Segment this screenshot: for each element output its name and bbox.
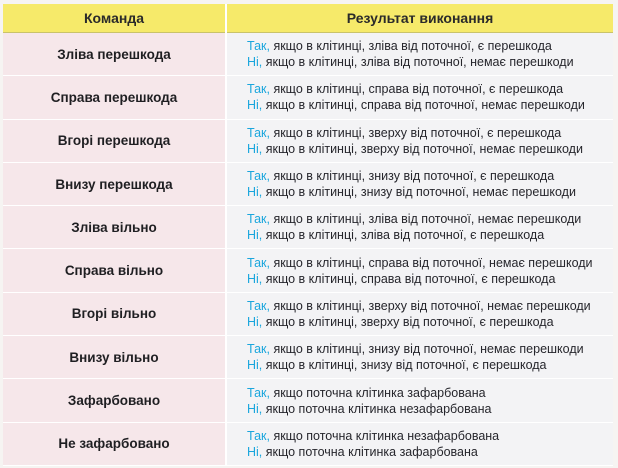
yes-text: якщо поточна клітинка зафарбована [269, 385, 486, 400]
result-yes-line [247, 341, 613, 357]
result-yes-line [247, 385, 613, 401]
result-yes-line [247, 211, 613, 227]
no-text: якщо в клітинці, зліва від поточної, є перешкода [262, 228, 545, 243]
table-row [3, 33, 613, 76]
no-text: якщо в клітинці, знизу від поточної, є перешкода [262, 358, 547, 373]
no-keyword: Ні, [247, 228, 263, 243]
no-keyword: Ні, [247, 185, 263, 200]
result-cell [226, 292, 613, 335]
yes-keyword: Так, [247, 39, 270, 54]
result-yes-line [247, 428, 613, 444]
yes-text: якщо в клітинці, зліва від поточної, немає перешкоди [269, 212, 582, 227]
commands-table [3, 4, 613, 466]
table-body [3, 33, 613, 466]
table-row [3, 336, 613, 379]
command-cell: Зафарбовано [3, 379, 226, 422]
result-yes-line [247, 168, 613, 184]
command-cell: Справа вільно [3, 249, 226, 292]
command-cell: Зліва вільно [3, 206, 226, 249]
yes-text: якщо в клітинці, знизу від поточної, є перешкода [269, 169, 555, 184]
result-cell [226, 379, 613, 422]
table-row [3, 422, 613, 465]
command-cell: Вгорі перешкода [3, 119, 226, 162]
yes-text: якщо в клітинці, зверху від поточної, немає перешкоди [269, 298, 591, 313]
no-keyword: Ні, [247, 314, 263, 329]
table-row [3, 292, 613, 335]
result-yes-line [247, 38, 613, 54]
no-keyword: Ні, [247, 55, 263, 70]
yes-keyword: Так, [247, 82, 270, 97]
table-row [3, 76, 613, 119]
yes-keyword: Так, [247, 169, 270, 184]
table-row [3, 249, 613, 292]
no-text: якщо в клітинці, зверху від поточної, є перешкода [262, 314, 554, 329]
yes-keyword: Так, [247, 255, 270, 270]
no-text: якщо поточна клітинка незафарбована [262, 401, 492, 416]
no-text: якщо в клітинці, зліва від поточної, немає перешкоди [262, 55, 574, 70]
table-header [3, 4, 613, 33]
table-row [3, 379, 613, 422]
result-yes-line [247, 255, 613, 271]
no-keyword: Ні, [247, 271, 263, 286]
command-cell: Не зафарбовано [3, 422, 226, 465]
no-keyword: Ні, [247, 401, 263, 416]
result-cell [226, 206, 613, 249]
result-no-line [247, 357, 613, 373]
table-row [3, 206, 613, 249]
yes-text: якщо в клітинці, зліва від поточної, є перешкода [269, 39, 552, 54]
result-no-line [247, 54, 613, 70]
no-keyword: Ні, [247, 358, 263, 373]
yes-keyword: Так, [247, 125, 270, 140]
header-command: Команда [3, 4, 226, 33]
result-no-line [247, 444, 613, 460]
yes-keyword: Так, [247, 212, 270, 227]
header-result: Результат виконання [226, 4, 613, 33]
result-no-line [247, 97, 613, 113]
yes-text: якщо в клітинці, зверху від поточної, є перешкода [269, 125, 562, 140]
table-row [3, 162, 613, 205]
command-cell: Зліва перешкода [3, 33, 226, 76]
no-text: якщо поточна клітинка зафарбована [262, 444, 478, 459]
no-text: якщо в клітинці, справа від поточної, немає перешкоди [262, 98, 585, 113]
yes-keyword: Так, [247, 385, 270, 400]
result-no-line [247, 401, 613, 417]
result-yes-line [247, 298, 613, 314]
yes-text: якщо поточна клітинка незафарбована [269, 428, 500, 443]
result-no-line [247, 141, 613, 157]
no-text: якщо в клітинці, справа від поточної, є перешкода [262, 271, 556, 286]
no-text: якщо в клітинці, зверху від поточної, немає перешкоди [262, 141, 583, 156]
header-row [3, 4, 613, 33]
result-yes-line [247, 81, 613, 97]
result-cell [226, 162, 613, 205]
result-no-line [247, 227, 613, 243]
result-cell [226, 76, 613, 119]
result-no-line [247, 184, 613, 200]
result-cell [226, 119, 613, 162]
yes-keyword: Так, [247, 298, 270, 313]
yes-text: якщо в клітинці, знизу від поточної, немає перешкоди [269, 342, 584, 357]
no-keyword: Ні, [247, 141, 263, 156]
result-no-line [247, 314, 613, 330]
no-keyword: Ні, [247, 444, 263, 459]
result-no-line [247, 271, 613, 287]
result-cell [226, 336, 613, 379]
yes-text: якщо в клітинці, справа від поточної, є перешкода [269, 82, 564, 97]
yes-keyword: Так, [247, 342, 270, 357]
no-keyword: Ні, [247, 98, 263, 113]
yes-text: якщо в клітинці, справа від поточної, немає перешкоди [269, 255, 593, 270]
table-row [3, 119, 613, 162]
command-cell: Вгорі вільно [3, 292, 226, 335]
result-cell [226, 249, 613, 292]
result-cell [226, 422, 613, 465]
result-yes-line [247, 125, 613, 141]
command-cell: Справа перешкода [3, 76, 226, 119]
yes-keyword: Так, [247, 428, 270, 443]
command-cell: Внизу перешкода [3, 162, 226, 205]
command-cell: Внизу вільно [3, 336, 226, 379]
result-cell [226, 33, 613, 76]
no-text: якщо в клітинці, знизу від поточної, немає перешкоди [262, 185, 576, 200]
